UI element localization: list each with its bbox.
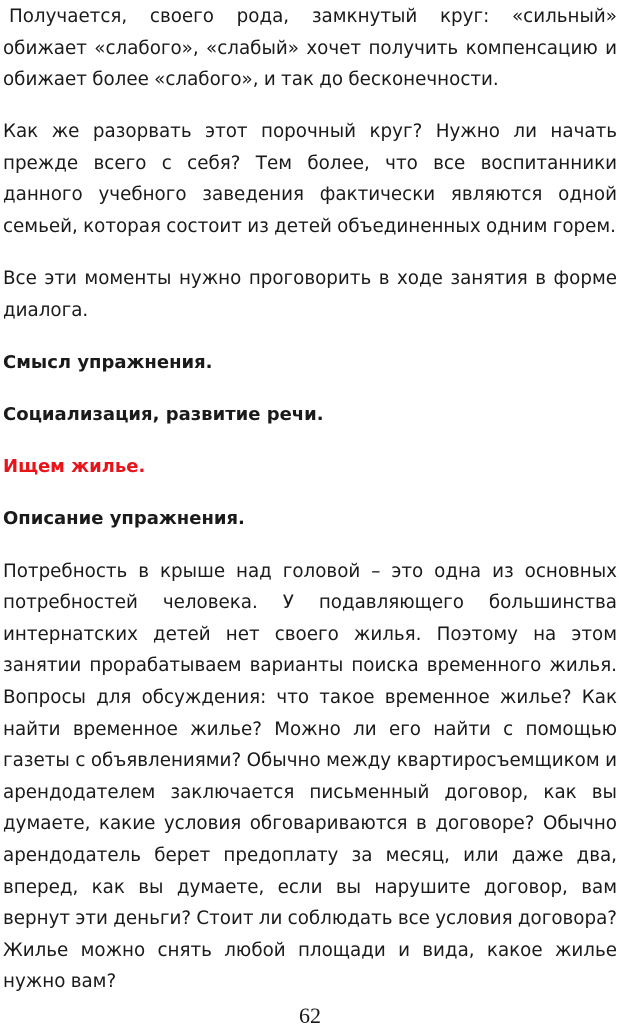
exercise-meaning-text: Социализация, развитие речи.: [3, 404, 324, 426]
page-number: 62: [299, 1003, 321, 1028]
heading-exercise-description: Описание упражнения.: [3, 508, 245, 530]
paragraph-exercise-description: Потребность в крыше над головой – это одна из основных потребностей человека. У подавляющего большинства интернатских детей нет своего жилья. Поэтому на этом занятии прорабатываем варианты поиска временного жилья. Вопросы для обсуждения: что такое временное жилье? Как найти временное жилье? Можно ли его найти с помощью газеты с объявлениями? Обычно между квартиросъемщиком и арендодателем заключается письменный договор, как вы думаете, какие условия обговариваются в договоре? Обычно арендодатель берет предоплату за месяц, или даже два, вперед, как вы думаете, если вы нарушите договор, вам вернут эти деньги? Стоит ли соблюдать все условия договора? Жилье можно снять любой площади и вида, какое жилье нужно вам?: [3, 560, 617, 993]
paragraph-vicious-circle: Получается, своего рода, замкнутый круг: «сильный» обижает «слабого», «слабый» хочет получить компенсацию и обижает более «слабого», и так до бесконечности.: [3, 6, 617, 91]
paragraph-dialogue: Все эти моменты нужно проговорить в ходе занятия в форме диалога.: [3, 268, 617, 321]
heading-exercise-meaning: Смысл упражнения.: [3, 351, 213, 373]
paragraph-break-circle: Как же разорвать этот порочный круг? Нужно ли начать прежде всего с себя? Тем более, что все воспитанники данного учебного заведения фактически являются одной семьей, которая состоит из детей объединенных одним горем.: [3, 121, 617, 238]
page-content: [3, 1, 617, 1018]
exercise-title: Ищем жилье.: [3, 456, 146, 478]
